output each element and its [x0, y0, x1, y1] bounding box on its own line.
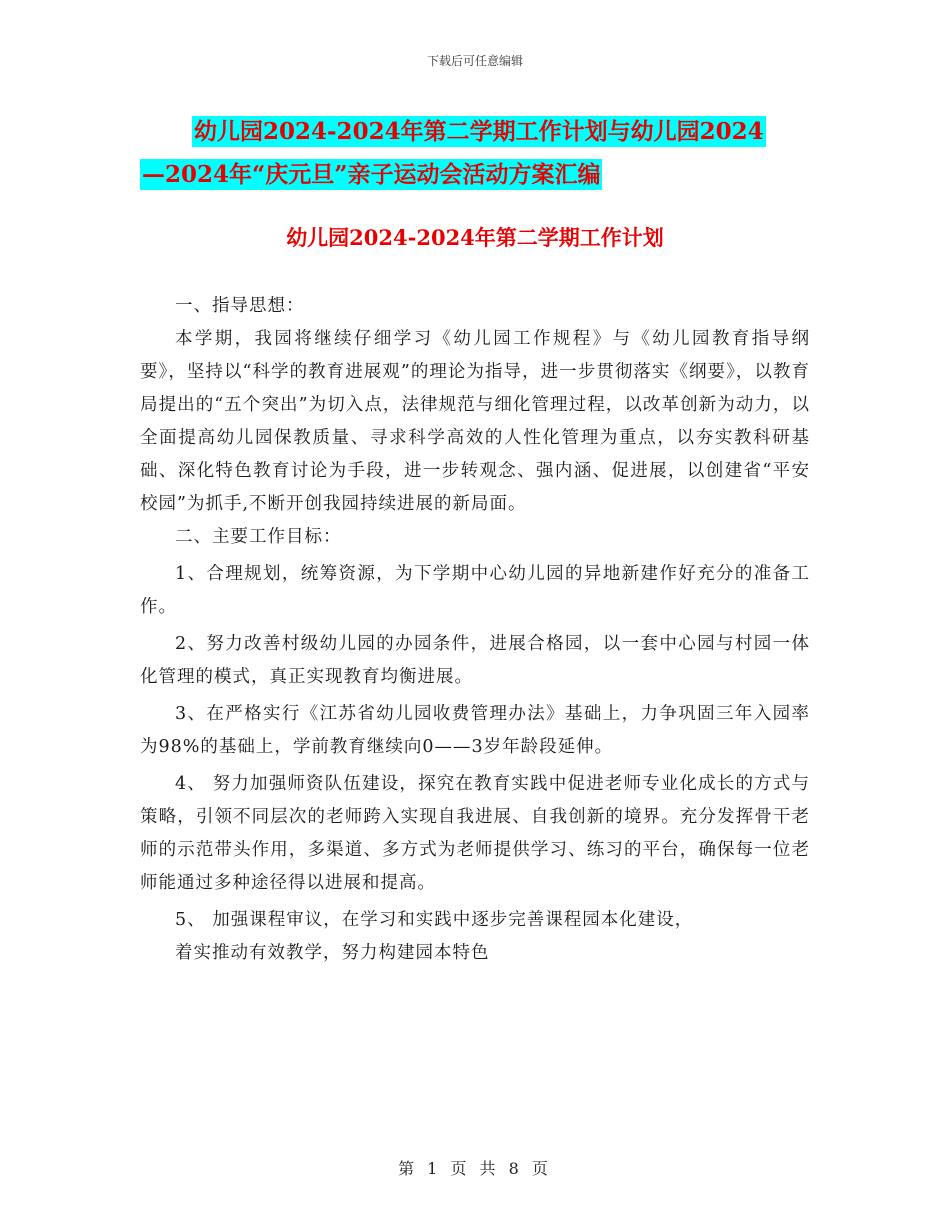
paragraph-goal-3: 3、在严格实行《江苏省幼儿园收费管理办法》基础上，力争巩固三年入园率为98%的基础上，学前教育继续向0——3岁年龄段延伸。	[140, 704, 810, 757]
paragraph-guiding-thought: 本学期，我园将继续仔细学习《幼儿园工作规程》与《幼儿园教育指导纲要》，坚持以“科学的教育进展观”的理论为指导，进一步贯彻落实《纲要》，以教育局提出的“五个突出”为切入点，法律规范与细化管理过程，以改革创新为动力，以全面提高幼儿园保教质量、寻求科学高效的人性化管理为重点，以夯实教科研基础、深化特色教育讨论为手段，进一步转观念、强内涵、促进展，以创建省“平安校园”为抓手,不断开创我园持续进展的新局面。	[140, 329, 810, 514]
paragraph-guiding-heading: 一、指导思想：	[175, 296, 305, 316]
paragraph-goal-1: 1、合理规划，统筹资源，为下学期中心幼儿园的异地新建作好充分的准备工作。	[140, 564, 810, 617]
document-body	[140, 290, 810, 970]
paragraph-goal-5-continued: 着实推动有效教学，努力构建园本特色	[175, 943, 490, 963]
paragraph-goal-4: 4、 努力加强师资队伍建设，探究在教育实践中促进老师专业化成长的方式与策略，引领不同层次的老师跨入实现自我进展、自我创新的境界。充分发挥骨干老师的示范带头作用，多渠道、多方式为老师提供学习、练习的平台，确保每一位老师能通过多种途径得以进展和提高。	[140, 774, 810, 893]
paragraph-goal-2: 2、努力改善村级幼儿园的办园条件，进展合格园，以一套中心园与村园一体化管理的模式，真正实现教育均衡进展。	[140, 634, 810, 687]
document-title-line-1	[140, 110, 820, 153]
page-footer: 第 1 页 共 8 页	[398, 1159, 552, 1178]
title-highlight-2: —2024年“庆元旦”亲子运动会活动方案汇编	[142, 161, 601, 188]
document-title	[140, 110, 820, 196]
title-highlight-1: 幼儿园2024-2024年第二学期工作计划与幼儿园2024	[194, 118, 764, 145]
section-title: 幼儿园2024-2024年第二学期工作计划	[286, 225, 664, 250]
paragraph-goals-heading: 二、主要工作目标：	[175, 527, 342, 547]
document-title-line-2	[140, 153, 820, 196]
paragraph-goal-5: 5、 加强课程审议，在学习和实践中逐步完善课程园本化建设，	[175, 910, 694, 930]
page-header-note: 下载后可任意编辑	[426, 54, 523, 68]
